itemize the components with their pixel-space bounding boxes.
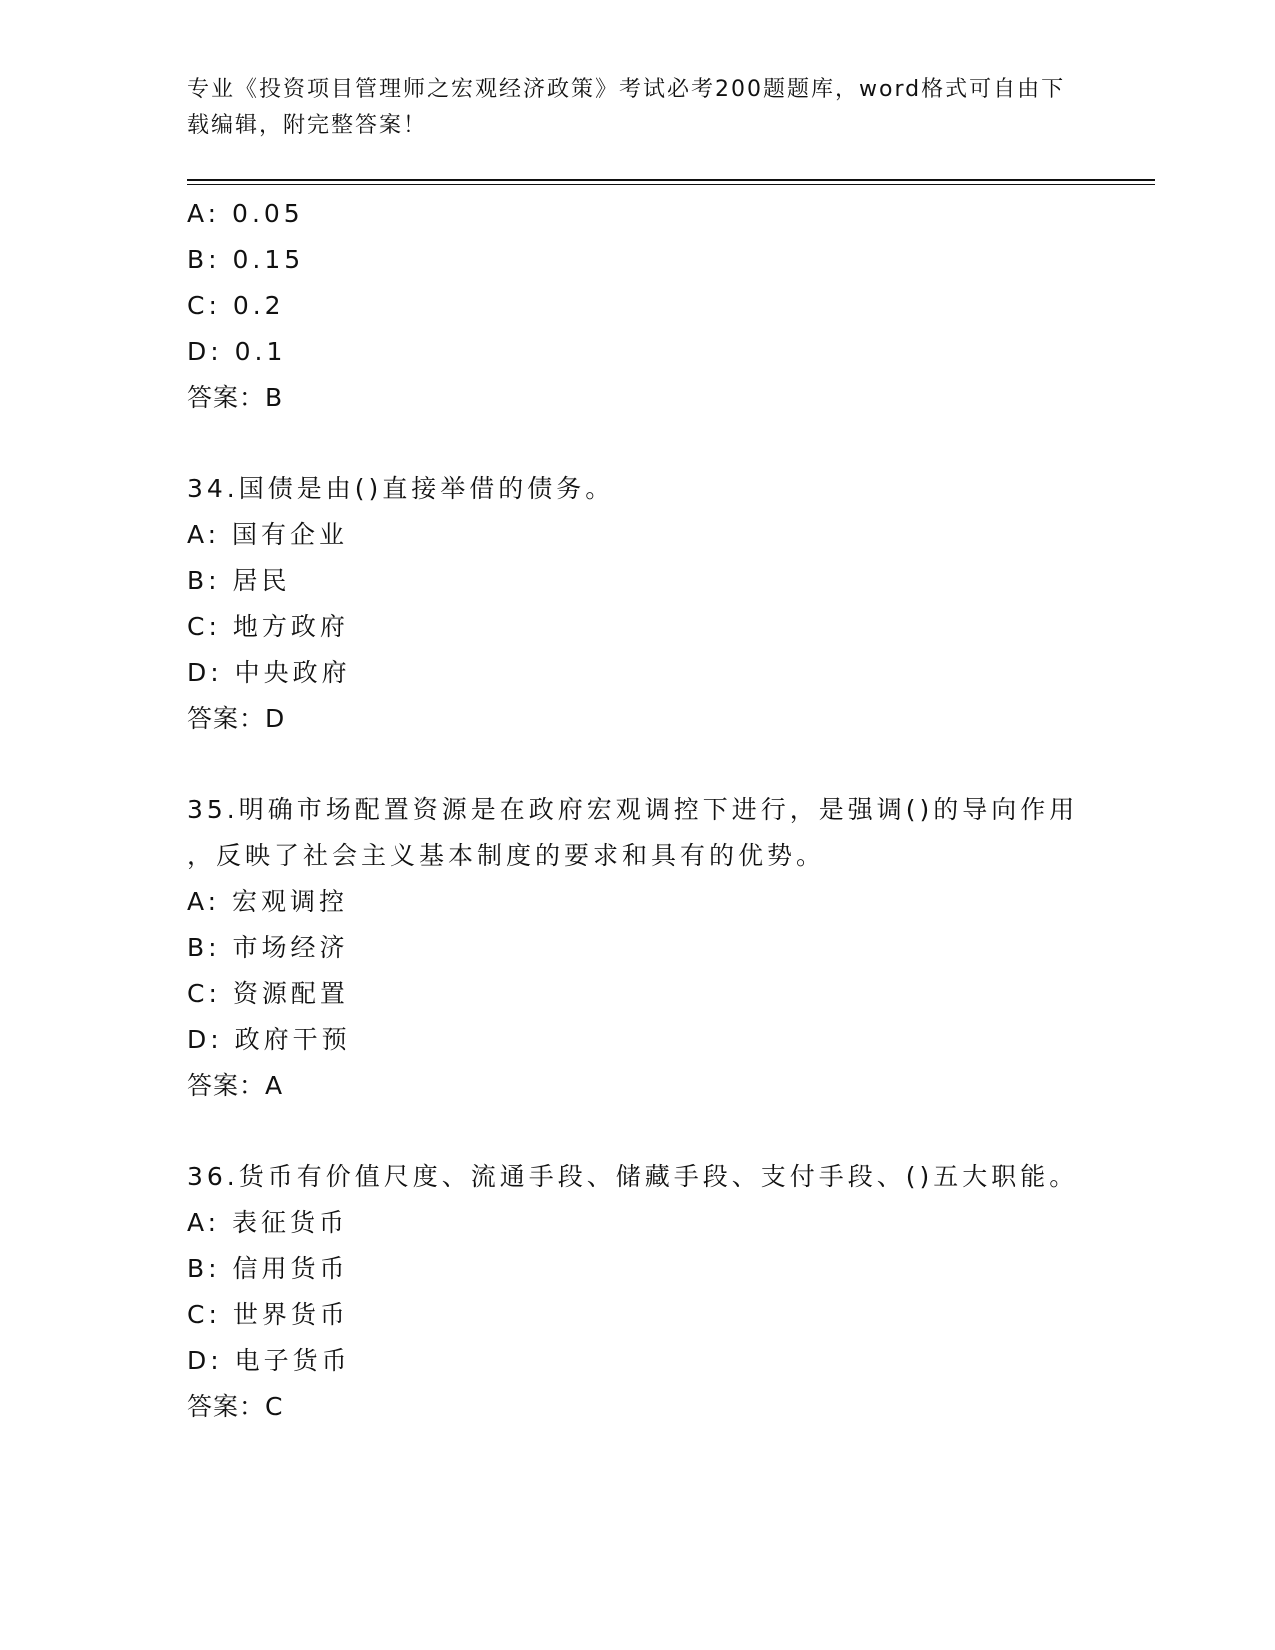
answer-line: 答案：B <box>187 383 284 412</box>
header-divider-thick <box>187 179 1155 181</box>
block-spacer <box>187 421 1087 466</box>
question-block-36 <box>187 1154 1087 1430</box>
question-text-line-1: 35.明确市场配置资源是在政府宏观调控下进行，是强调()的导向作用 <box>187 795 1079 824</box>
question-block-35 <box>187 787 1087 1109</box>
question-text-line-2: ，反映了社会主义基本制度的要求和具有的优势。 <box>187 841 826 870</box>
option-a: A: 国有企业 <box>187 520 349 549</box>
option-b: B: 居民 <box>187 566 291 595</box>
block-spacer <box>187 1109 1087 1154</box>
option-c: C: 资源配置 <box>187 979 349 1008</box>
option-c: C: 地方政府 <box>187 612 349 641</box>
answer-line: 答案：C <box>187 1392 284 1421</box>
question-list <box>187 191 1087 1430</box>
option-d: D: 0.1 <box>187 337 287 366</box>
option-d: D: 政府干预 <box>187 1025 351 1054</box>
question-text: 36.货币有价值尺度、流通手段、储藏手段、支付手段、()五大职能。 <box>187 1162 1079 1191</box>
header-divider-thin <box>187 184 1155 185</box>
block-spacer <box>187 742 1087 787</box>
question-block-34 <box>187 466 1087 742</box>
document-header: 专业《投资项目管理师之宏观经济政策》考试必考200题题库，word格式可自由下载编辑，附完整答案！ <box>187 77 1066 138</box>
question-block-33 <box>187 191 1087 421</box>
option-a: A: 表征货币 <box>187 1208 349 1237</box>
option-d: D: 电子货币 <box>187 1346 351 1375</box>
option-c: C: 0.2 <box>187 291 285 320</box>
answer-line: 答案：A <box>187 1071 284 1100</box>
option-a: A: 宏观调控 <box>187 887 349 916</box>
option-a: A: 0.05 <box>187 199 304 228</box>
option-b: B: 市场经济 <box>187 933 349 962</box>
answer-line: 答案：D <box>187 704 286 733</box>
option-c: C: 世界货币 <box>187 1300 349 1329</box>
option-b: B: 0.15 <box>187 245 305 274</box>
question-text: 34.国债是由()直接举借的债务。 <box>187 474 615 503</box>
option-d: D: 中央政府 <box>187 658 351 687</box>
option-b: B: 信用货币 <box>187 1254 349 1283</box>
